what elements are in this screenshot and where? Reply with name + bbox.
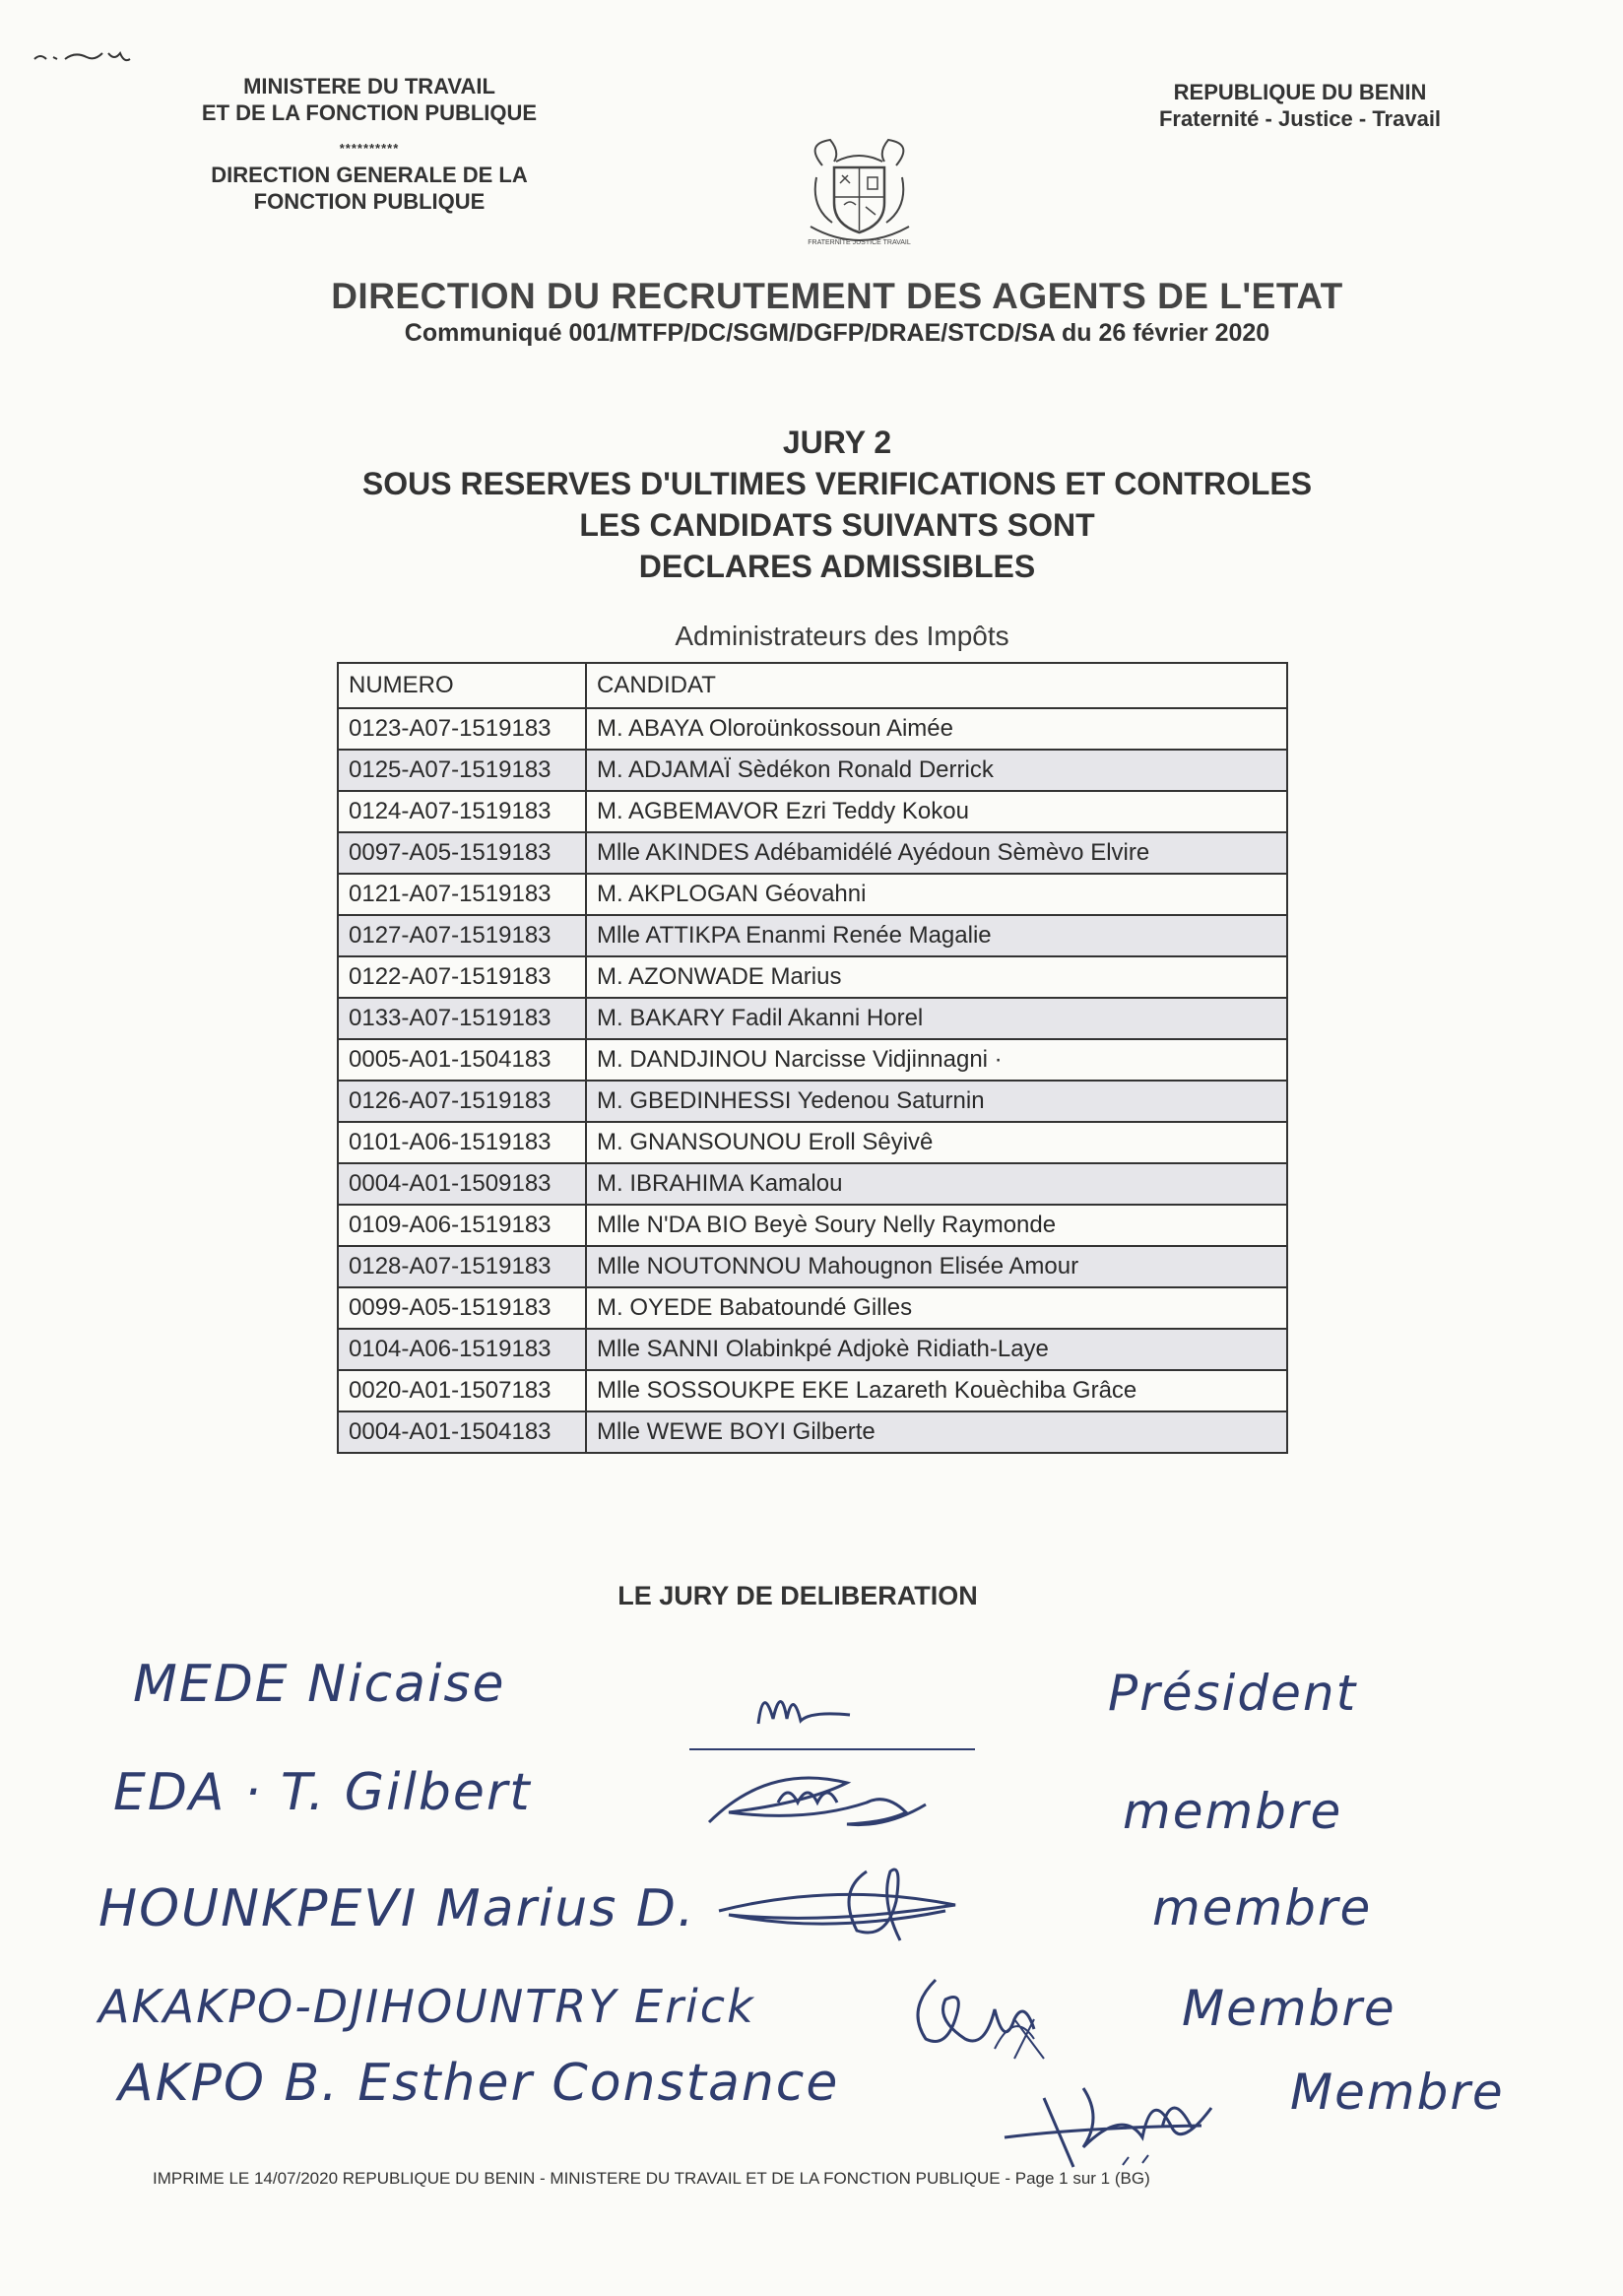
benin-coat-of-arms-icon [793, 136, 926, 252]
candidate-name: Mlle ATTIKPA Enanmi Renée Magalie [586, 915, 1287, 956]
candidate-number: 0125-A07-1519183 [338, 750, 586, 791]
signature-president [748, 1674, 867, 1734]
emblem-ribbon-text: FRATERNITE JUSTICE TRAVAIL [808, 239, 911, 246]
table-row [338, 1287, 1287, 1329]
candidate-name: Mlle SANNI Olabinkpé Adjokè Ridiath-Laye [586, 1329, 1287, 1370]
candidate-number: 0124-A07-1519183 [338, 791, 586, 832]
table-row [338, 915, 1287, 956]
candidate-number: 0133-A07-1519183 [338, 998, 586, 1039]
candidate-number: 0109-A06-1519183 [338, 1205, 586, 1246]
table-row [338, 1205, 1287, 1246]
table-row [338, 1329, 1287, 1370]
candidate-number: 0020-A01-1507183 [338, 1370, 586, 1411]
communique-reference: Communiqué 001/MTFP/DC/SGM/DGFP/DRAE/STCD/SA du 26 février 2020 [404, 319, 1270, 347]
jury-deliberation-title: LE JURY DE DELIBERATION [617, 1581, 978, 1610]
jury-member-name: HOUNKPEVI Marius D. [98, 1879, 696, 1938]
candidate-name: M. ADJAMAÏ Sèdékon Ronald Derrick [586, 750, 1287, 791]
table-row [338, 874, 1287, 915]
column-header-candidat: CANDIDAT [586, 663, 1287, 708]
direction-line-1: DIRECTION GENERALE DE LA [211, 163, 528, 187]
candidate-number: 0101-A06-1519183 [338, 1122, 586, 1163]
candidate-number: 0097-A05-1519183 [338, 832, 586, 874]
candidates-table [337, 662, 1288, 1454]
ministry-line-2: ET DE LA FONCTION PUBLIQUE [201, 100, 538, 125]
candidate-name: M. AGBEMAVOR Ezri Teddy Kokou [586, 791, 1287, 832]
candidate-name: M. OYEDE Babatoundé Gilles [586, 1287, 1287, 1329]
table-row [338, 1370, 1287, 1411]
table-row [338, 708, 1287, 750]
column-header-numero: NUMERO [338, 663, 586, 708]
candidate-name: Mlle NOUTONNOU Mahougnon Elisée Amour [586, 1246, 1287, 1287]
jury-member-name: AKPO B. Esther Constance [118, 2054, 840, 2113]
candidate-number: 0004-A01-1504183 [338, 1411, 586, 1453]
country-motto: Fraternité - Justice - Travail [1158, 106, 1442, 131]
candidate-name: M. ABAYA Oloroünkossoun Aimée [586, 708, 1287, 750]
candidate-name: Mlle SOSSOUKPE EKE Lazareth Kouèchiba Grâce [586, 1370, 1287, 1411]
table-row [338, 750, 1287, 791]
candidate-number: 0121-A07-1519183 [338, 874, 586, 915]
table-row [338, 1122, 1287, 1163]
table-header-row [338, 663, 1287, 708]
jury-member-name: EDA · T. Gilbert [113, 1763, 532, 1822]
signature-member-5 [985, 2049, 1251, 2177]
table-row [338, 1163, 1287, 1205]
print-footer: IMPRIME LE 14/07/2020 REPUBLIQUE DU BENIN - MINISTERE DU TRAVAIL ET DE LA FONCTION PUBLIQUE - Page 1 sur 1 (BG) [153, 2169, 1150, 2188]
table-row [338, 832, 1287, 874]
candidate-number: 0126-A07-1519183 [338, 1081, 586, 1122]
jury-member-role: Président [1108, 1665, 1358, 1722]
candidate-name: Mlle WEWE BOYI Gilberte [586, 1411, 1287, 1453]
jury-member-role: membre [1123, 1783, 1343, 1840]
announcement-line-3: DECLARES ADMISSIBLES [638, 549, 1036, 584]
candidate-number: 0127-A07-1519183 [338, 915, 586, 956]
country-name: REPUBLIQUE DU BENIN [1173, 80, 1427, 104]
announcement-line-2: LES CANDIDATS SUIVANTS SONT [579, 507, 1095, 543]
candidate-number: 0004-A01-1509183 [338, 1163, 586, 1205]
jury-member-name: AKAKPO-DJIHOUNTRY Erick [98, 1980, 755, 2033]
jury-member-role: Membre [1290, 2064, 1505, 2121]
candidate-name: Mlle N'DA BIO Beyè Soury Nelly Raymonde [586, 1205, 1287, 1246]
candidate-number: 0128-A07-1519183 [338, 1246, 586, 1287]
candidates-table-body [338, 708, 1287, 1453]
table-row [338, 791, 1287, 832]
ministry-line-1: MINISTERE DU TRAVAIL [243, 74, 495, 98]
candidate-name: M. DANDJINOU Narcisse Vidjinnagni · [586, 1039, 1287, 1081]
candidate-number: 0099-A05-1519183 [338, 1287, 586, 1329]
candidate-number: 0104-A06-1519183 [338, 1329, 586, 1370]
announcement-line-1: SOUS RESERVES D'ULTIMES VERIFICATIONS ET CONTROLES [361, 466, 1313, 501]
table-caption: Administrateurs des Impôts [675, 621, 1009, 651]
candidate-name: M. IBRAHIMA Kamalou [586, 1163, 1287, 1205]
table-row [338, 1039, 1287, 1081]
jury-member-role: membre [1152, 1879, 1373, 1936]
table-row [338, 1081, 1287, 1122]
header-left [148, 73, 591, 215]
page-title: DIRECTION DU RECRUTEMENT DES AGENTS DE L'ETAT [331, 276, 1343, 316]
candidate-number: 0005-A01-1504183 [338, 1039, 586, 1081]
candidate-number: 0122-A07-1519183 [338, 956, 586, 998]
candidate-name: M. AKPLOGAN Géovahni [586, 874, 1287, 915]
table-row [338, 956, 1287, 998]
signature-member-3 [709, 1852, 985, 1960]
header-right [1113, 79, 1487, 132]
jury-number: JURY 2 [782, 425, 892, 460]
candidate-number: 0123-A07-1519183 [338, 708, 586, 750]
table-row [338, 1246, 1287, 1287]
candidate-name: M. BAKARY Fadil Akanni Horel [586, 998, 1287, 1039]
table-row [338, 1411, 1287, 1453]
jury-announcement [246, 422, 1428, 587]
table-row [338, 998, 1287, 1039]
candidate-name: M. GNANSOUNOU Eroll Sêyivê [586, 1122, 1287, 1163]
header-separator: ********** [339, 141, 400, 156]
jury-member-role: Membre [1182, 1980, 1396, 2037]
candidate-name: Mlle AKINDES Adébamidélé Ayédoun Sèmèvo Elvire [586, 832, 1287, 874]
direction-line-2: FONCTION PUBLIQUE [253, 189, 486, 214]
jury-member-name: MEDE Nicaise [133, 1655, 506, 1714]
candidate-name: M. AZONWADE Marius [586, 956, 1287, 998]
candidate-name: M. GBEDINHESSI Yedenou Saturnin [586, 1081, 1287, 1122]
corner-scribble-mark [30, 45, 148, 69]
signature-member-2 [689, 1743, 985, 1852]
